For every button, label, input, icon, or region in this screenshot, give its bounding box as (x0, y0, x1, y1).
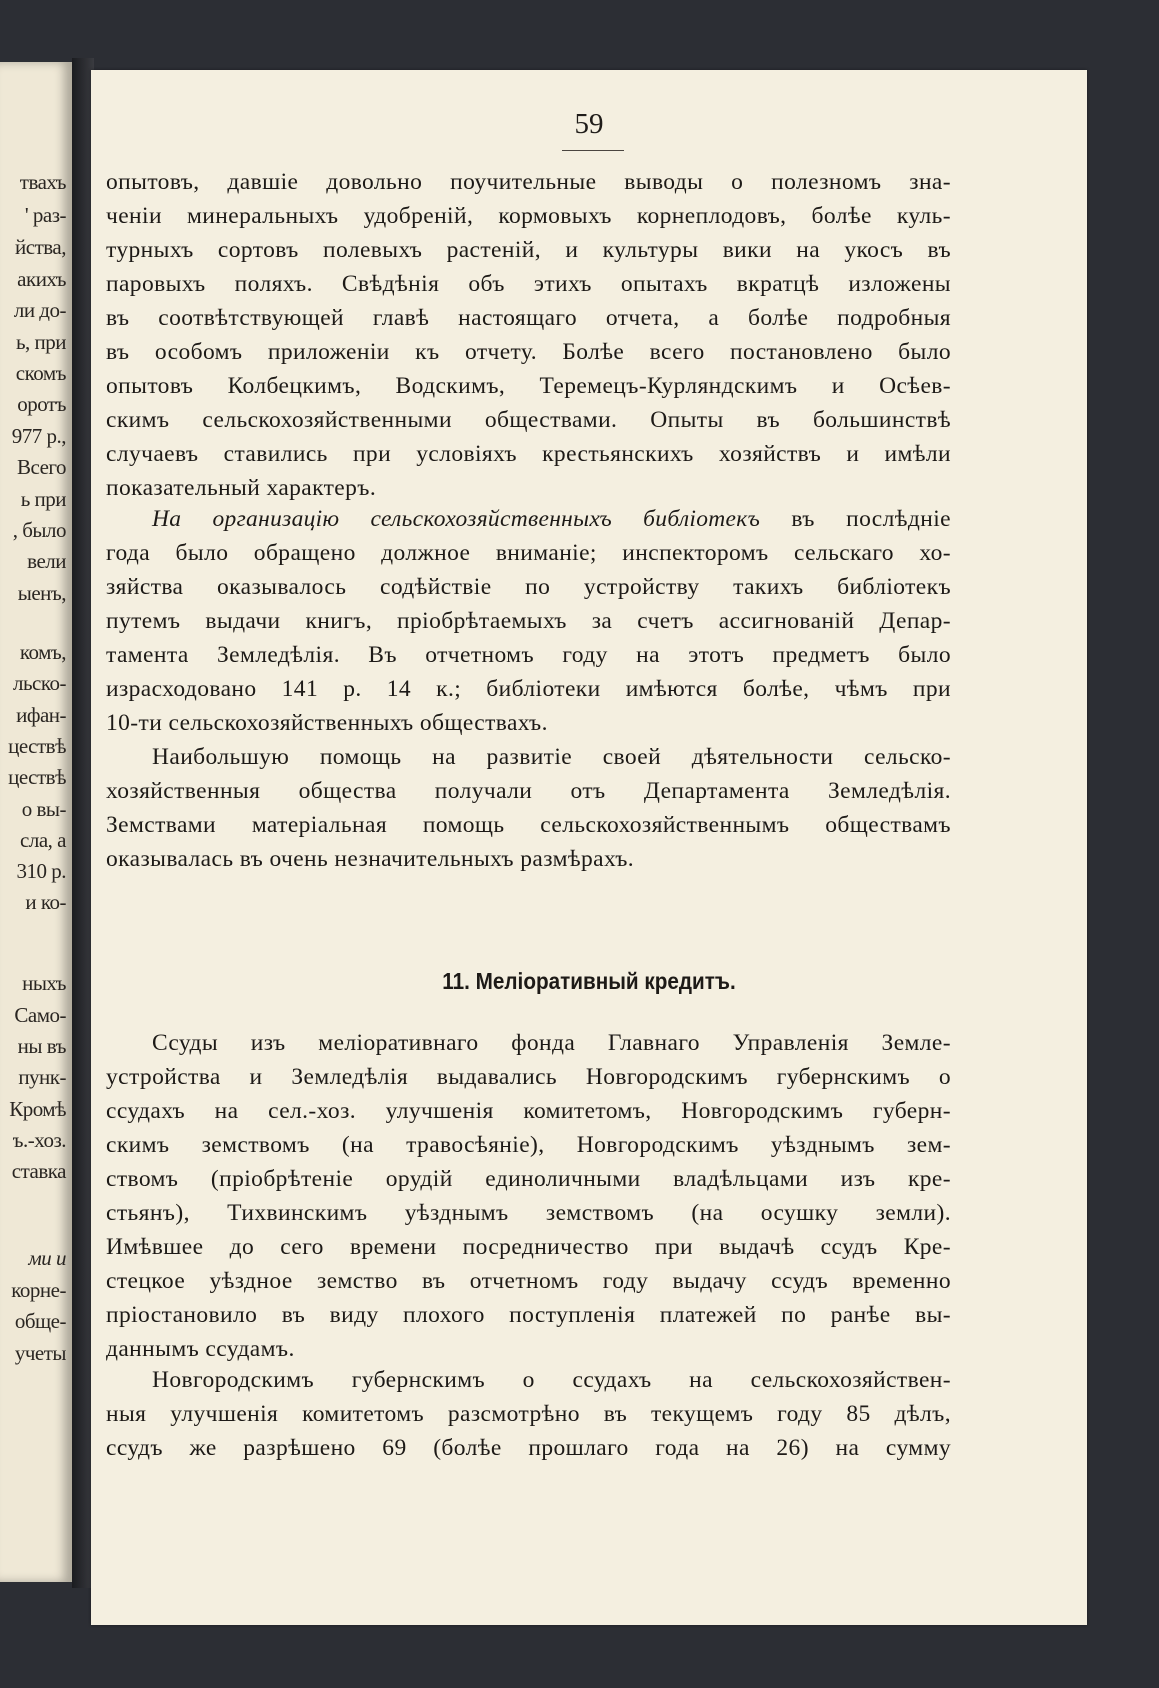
text-line: ченіи минеральныхъ удобреній, кормовыхъ корнеплодовъ, болѣе куль- (106, 203, 951, 229)
text-line: ныя улучшенія комитетомъ разсмотрѣно въ текущемъ году 85 дѣлъ, (106, 1401, 951, 1427)
paragraph-libraries (106, 502, 951, 740)
left-page-line: цествѣ (8, 734, 66, 758)
page-number-ornament (562, 144, 624, 151)
text-run: въ послѣдніе (760, 506, 952, 532)
left-page-line: и ко- (25, 890, 66, 914)
left-page-line: Всего (17, 455, 66, 479)
left-page-line: ли до- (13, 298, 66, 322)
left-page-line: 977 р., (11, 424, 66, 448)
left-page-line: йства, (15, 235, 66, 259)
text-line: въ особомъ приложеніи къ отчету. Болѣе всего постановлено было (106, 339, 951, 365)
left-page-line: ыенъ, (17, 581, 66, 605)
text-line: пріостановило въ виду плохого поступленія платежей по ранѣе вы- (106, 1302, 951, 1328)
left-page-line: ъ.-хоз. (12, 1128, 66, 1152)
left-page-line: Кромѣ (9, 1097, 66, 1121)
text-line: въ соотвѣтствующей главѣ настоящаго отчета, а болѣе подробныя (106, 305, 951, 331)
text-line: тамента Земледѣлія. Въ отчетномъ году на этотъ предметъ было (106, 642, 951, 668)
left-page-line: вели (27, 549, 66, 573)
text-line: даннымъ ссудамъ. (106, 1336, 295, 1362)
left-page-line: комъ, (19, 640, 66, 664)
paragraph-loans (106, 1026, 951, 1366)
left-page-line: пунк- (18, 1065, 66, 1089)
text-line: турныхъ сортовъ полевыхъ растеній, и культуры вики на укосъ въ (106, 237, 951, 263)
left-page-line: ифан- (16, 703, 66, 727)
left-page-line: оротъ (17, 392, 66, 416)
text-line: Земствами матеріальная помощь сельскохозяйственнымъ обществамъ (106, 812, 951, 838)
text-line: устройства и Земледѣлія выдавались Новгородскимъ губернскимъ о (106, 1064, 951, 1090)
text-line: Ссуды изъ меліоративнаго фонда Главнаго Управленія Земле- (152, 1030, 951, 1056)
text-line: случаевъ ставились при условіяхъ крестьянскихъ хозяйствъ и имѣли (106, 441, 951, 467)
text-line: Имѣвшее до сего времени посредничество при выдачѣ ссудъ Кре- (106, 1234, 951, 1260)
left-page-line: цествѣ (8, 765, 66, 789)
left-page-line: 310 р. (16, 859, 66, 883)
left-page-line: Само- (14, 1003, 66, 1027)
text-line: паровыхъ поляхъ. Свѣдѣнія объ этихъ опытахъ вкратцѣ изложены (106, 271, 951, 297)
text-line: зяйства оказывалось содѣйствіе по устройству такихъ библіотекъ (106, 574, 951, 600)
left-facing-page (0, 62, 72, 1582)
left-page-line: скомъ (15, 361, 66, 385)
text-line: Наибольшую помощь на развитіе своей дѣятельности сельско- (152, 744, 951, 770)
text-line (106, 502, 951, 536)
text-line: израсходовано 141 р. 14 к.; библіотеки имѣются болѣе, чѣмъ при (106, 676, 951, 702)
text-line: путемъ выдачи книгъ, пріобрѣтаемыхъ за счетъ ассигнованій Депар- (106, 608, 951, 634)
text-line: оказывалась въ очень незначительныхъ размѣрахъ. (106, 846, 635, 872)
left-page-line: обще- (14, 1309, 66, 1333)
text-line: стецкое уѣздное земство въ отчетномъ году выдачу ссудъ временно (106, 1268, 951, 1294)
text-line: года было обращено должное вниманіе; инспекторомъ сельскаго хо- (106, 540, 951, 566)
text-line: 10-ти сельскохозяйственныхъ обществахъ. (106, 710, 548, 736)
left-page-line: ь при (20, 487, 66, 511)
left-page-line: ' раз- (24, 203, 66, 227)
page-59 (91, 70, 1087, 1625)
left-page-line: ь, при (15, 330, 66, 354)
text-line: скимъ земствомъ (на травосѣяніе), Новгородскимъ уѣзднымъ зем- (106, 1132, 951, 1158)
left-page-line: учеты (14, 1341, 66, 1365)
text-line: опытовъ Колбецкимъ, Водскимъ, Теремецъ-Курляндскимъ и Осѣев- (106, 373, 951, 399)
text-line: ссудахъ на сел.-хоз. улучшенія комитетомъ, Новгородскимъ губерн- (106, 1098, 951, 1124)
left-page-line: о вы- (21, 797, 66, 821)
left-page-line: ставка (11, 1159, 66, 1183)
left-page-line: льско- (12, 671, 66, 695)
text-line: показательный характеръ. (106, 475, 377, 501)
left-page-line: ныхъ (22, 971, 66, 995)
left-page-line: , было (12, 518, 66, 542)
left-page-line: корне- (11, 1278, 66, 1302)
paragraph-committee (106, 1363, 951, 1465)
text-line: опытовъ, давшіе довольно поучительные выводы о полезномъ зна- (106, 169, 951, 195)
text-line: стьянъ), Тихвинскимъ уѣзднымъ земствомъ (на осушку земли). (106, 1200, 951, 1226)
text-line: скимъ сельскохозяйственными обществами. Опыты въ большинствѣ (106, 407, 951, 433)
text-line: ссудъ же разрѣшено 69 (болѣе прошлаго года на 26) на сумму (106, 1435, 951, 1461)
text-line: ствомъ (пріобрѣтеніе орудій единоличными владѣльцами изъ кре- (106, 1166, 951, 1192)
left-page-line: ми и (28, 1246, 66, 1270)
left-page-line: сла, а (20, 828, 66, 852)
italic-heading-run: На организацію сельскохозяйственныхъ библіотекъ (152, 506, 761, 532)
left-page-line: ны въ (17, 1034, 66, 1058)
text-line: Новгородскимъ губернскимъ о ссудахъ на сельскохозяйствен- (152, 1367, 951, 1393)
text-line: хозяйственныя общества получали отъ Департамента Земледѣлія. (106, 778, 951, 804)
paragraph-experiments (106, 165, 951, 505)
page-number: 59 (574, 108, 604, 140)
left-page-line: твахъ (19, 170, 66, 194)
paragraph-assistance (106, 740, 951, 876)
section-heading: 11. Меліоративный кредитъ. (442, 968, 736, 994)
left-page-line: акихъ (17, 267, 66, 291)
